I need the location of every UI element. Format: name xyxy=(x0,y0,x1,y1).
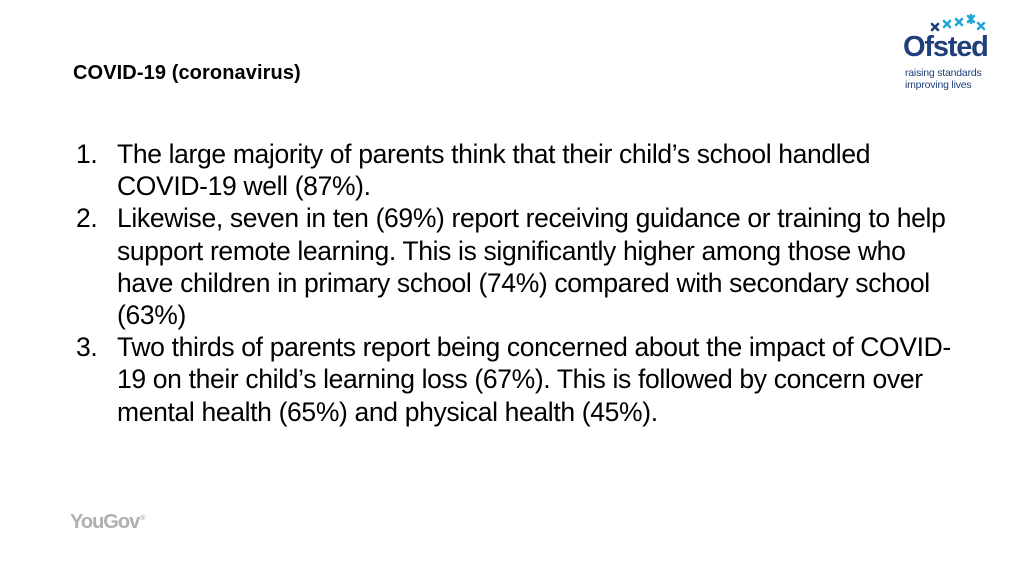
finding-text: Likewise, seven in ten (69%) report receiving guidance or training to help support remote learning. This is significantly higher among those who have children in primary school (74%) compared with secondary school (63%) xyxy=(117,203,946,331)
ofsted-wordmark: Ofsted xyxy=(903,31,988,63)
finding-number: 1. xyxy=(76,139,98,169)
ofsted-logo xyxy=(900,14,996,94)
slide-title: COVID-19 (coronavirus) xyxy=(73,62,301,84)
finding-item-2 xyxy=(76,202,956,331)
finding-text: The large majority of parents think that their child’s school handled COVID-19 well (87%). xyxy=(117,139,871,202)
finding-number: 2. xyxy=(76,203,98,234)
registered-mark: ® xyxy=(140,515,145,523)
ofsted-tagline-line-1: raising standards xyxy=(905,67,982,79)
finding-item-1 xyxy=(76,138,956,202)
yougov-wordmark: YouGov xyxy=(70,511,140,533)
finding-item-3 xyxy=(76,331,956,428)
finding-text: Two thirds of parents report being concerned about the impact of COVID-19 on their child’s learning loss (67%). This is followed by concern over mental health (65%) and physical health (45%). xyxy=(117,332,951,427)
finding-number: 3. xyxy=(76,332,98,363)
findings-list xyxy=(76,138,956,428)
yougov-logo xyxy=(70,511,144,534)
ofsted-tagline-line-2: improving lives xyxy=(905,79,972,91)
